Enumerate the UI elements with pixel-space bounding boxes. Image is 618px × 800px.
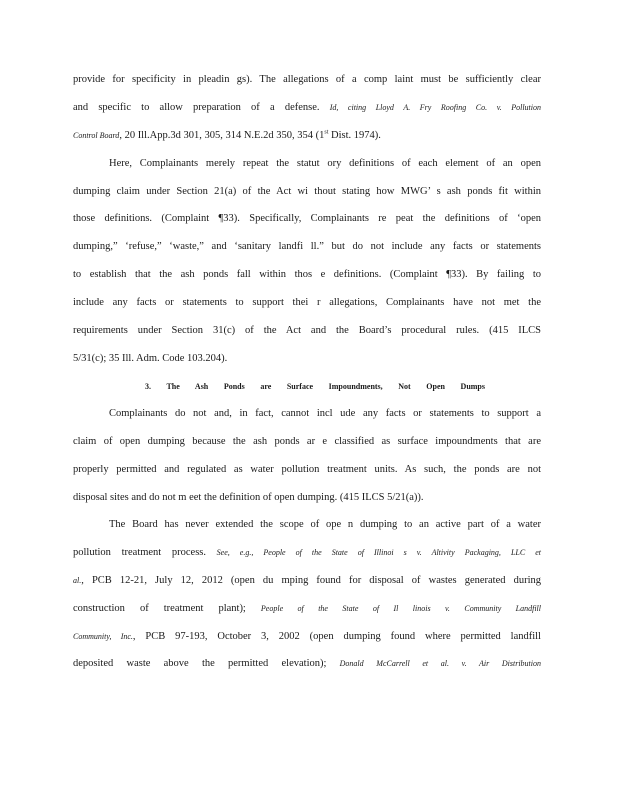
text-line: include any facts or statements to support thei r allegations, Complainants have not met the [73, 297, 541, 308]
text-line [73, 546, 541, 560]
text-segment: , 20 Ill.App.3d 301, 305, 314 N.E.2d 350, 354 (1 [119, 130, 325, 141]
text-segment: and specific to allow preparation of a defense. [73, 102, 320, 113]
text-line: those definitions. (Complaint ¶33). Specifically, Complainants re peat the definitions of ‘open [73, 213, 541, 224]
text-line: claim of open dumping because the ash ponds ar e classified as surface impoundments that are [73, 436, 541, 447]
citation-italic: Donald McCarrell et al. v. Air Distribution [339, 659, 542, 668]
citation-italic: Id, citing Lloyd A. Fry Roofing Co. v. Pollution [329, 103, 541, 112]
superscript: st [324, 129, 329, 136]
text-segment: Dist. 1974). [328, 130, 381, 141]
text-line: Here, Complainants merely repeat the statut ory definitions of each element of an open [109, 158, 541, 169]
citation-italic: Control Board [73, 131, 120, 140]
text-segment: , PCB 97-193, October 3, 2002 (open dumping found where permitted landfill [132, 631, 541, 642]
text-line: to establish that the ash ponds fall within thos e definitions. (Complaint ¶33). By failing to [73, 269, 541, 280]
text-line [73, 101, 541, 115]
text-line [73, 657, 541, 671]
text-line: dumping claim under Section 21(a) of the Act wi thout stating how MWG’ s ash ponds fit within [73, 186, 541, 197]
text-line: requirements under Section 31(c) of the Act and the Board’s procedural rules. (415 ILCS [73, 325, 541, 336]
citation-italic: Community, Inc. [73, 632, 133, 641]
text-line [73, 630, 541, 644]
text-line [73, 574, 541, 588]
citation-italic: People of the State of Il linois v. Community Landfill [260, 604, 542, 613]
citation-italic: al. [73, 576, 82, 585]
text-line [73, 129, 541, 143]
text-segment: , PCB 12-21, July 12, 2012 (open du mping found for disposal of wastes generated during [81, 575, 541, 586]
text-line: Complainants do not and, in fact, cannot incl ude any facts or statements to support a [109, 408, 541, 419]
text-segment: pollution treatment process. [73, 547, 206, 558]
text-line: dumping,” ‘refuse,” ‘waste,” and ‘sanitary landfi ll.” but do not include any facts or statements [73, 241, 541, 252]
section-heading: 3. The Ash Ponds are Surface Impoundments, Not Open Dumps [145, 382, 485, 391]
text-line [73, 602, 541, 616]
text-line: provide for specificity in pleadin gs). The allegations of a comp laint must be sufficiently clear [73, 74, 541, 85]
text-segment: deposited waste above the permitted elevation); [73, 658, 327, 669]
text-line: The Board has never extended the scope of ope n dumping to an active part of a water [109, 519, 541, 530]
text-line: properly permitted and regulated as water pollution treatment units. As such, the ponds are not [73, 464, 541, 475]
text-segment: construction of treatment plant); [73, 603, 246, 614]
citation-italic: See, e.g., People of the State of Illinoi s v. Altivity Packaging, LLC et [216, 548, 541, 557]
text-line: 5/31(c); 35 Ill. Adm. Code 103.204). [73, 353, 228, 364]
text-line: disposal sites and do not m eet the definition of open dumping. (415 ILCS 5/21(a)). [73, 492, 424, 503]
